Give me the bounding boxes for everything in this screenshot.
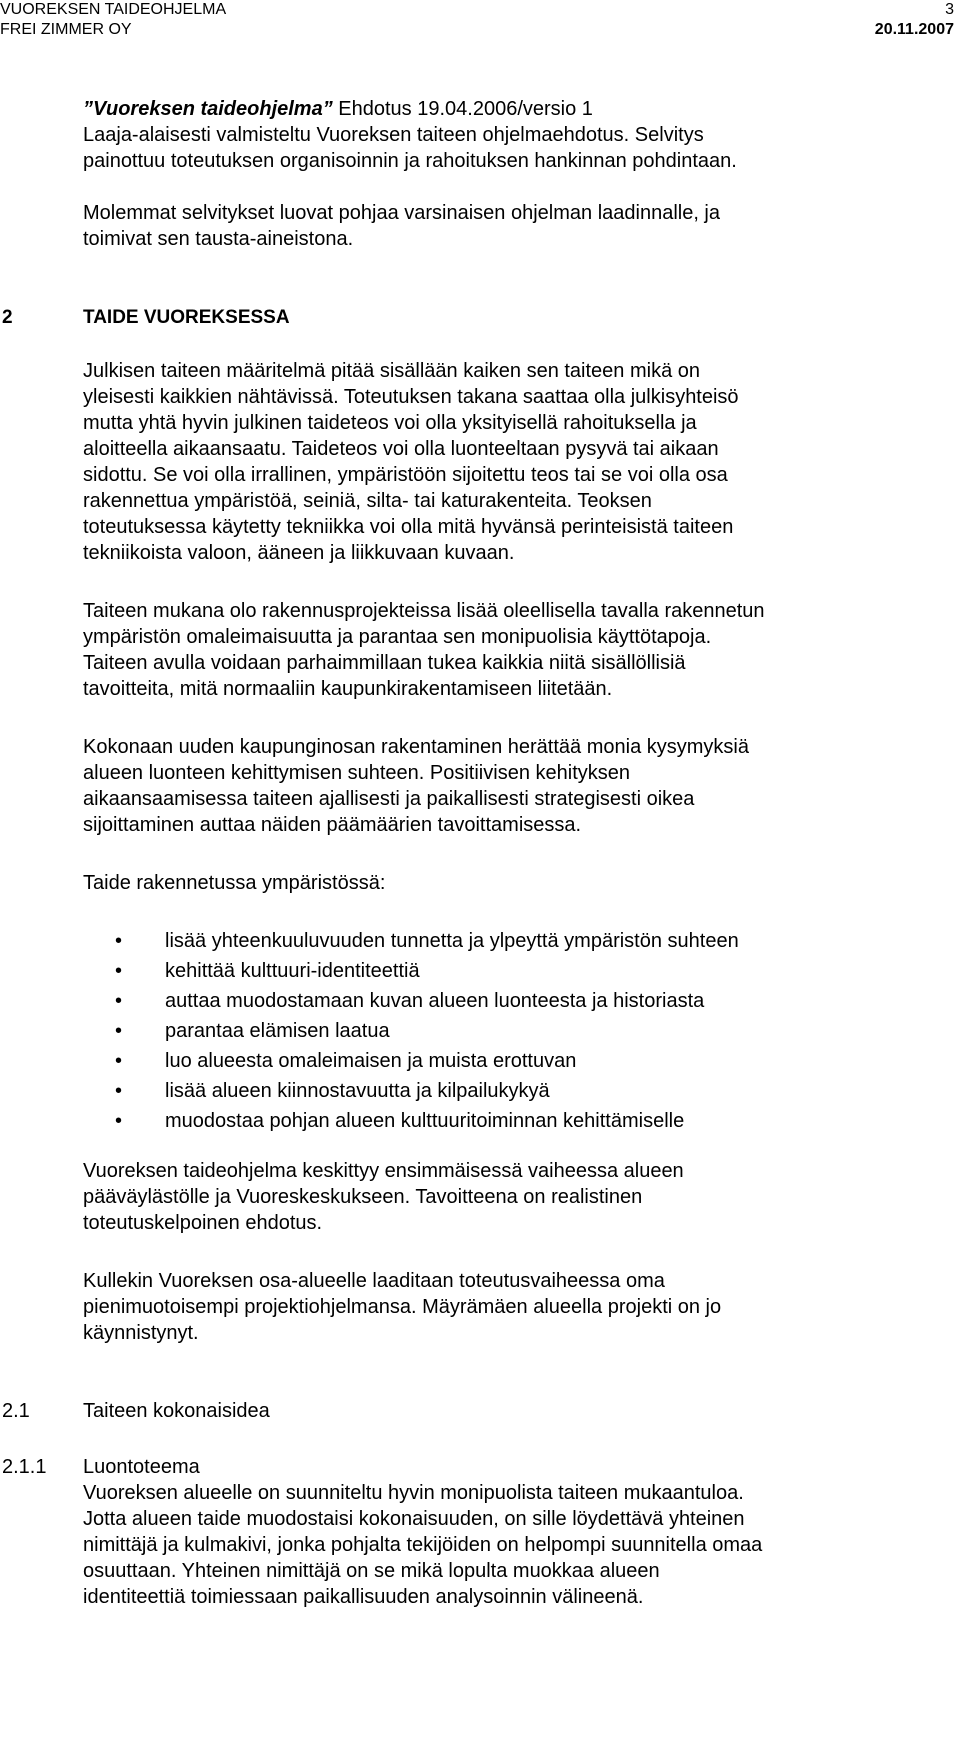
body-line: Kullekin Vuoreksen osa-alueelle laaditaan toteutusvaiheessa oma [83,1270,665,1292]
body-line: mutta yhtä hyvin julkinen taideteos voi olla yksityisellä rahoituksella ja [83,412,697,434]
body-line: toteutuskelpoinen ehdotus. [83,1212,323,1234]
bullet-dot: • [115,1080,123,1102]
body-line: identiteettiä toimiessaan paikallisuuden analysoinnin välineenä. [83,1586,644,1608]
body-line: Vuoreksen taideohjelma keskittyy ensimmäisessä vaiheessa alueen [83,1160,684,1182]
list-item: lisää yhteenkuuluvuuden tunnetta ja ylpeyttä ympäristön suhteen [165,930,739,952]
body-line: pienimuotoisempi projektiohjelmansa. Mäyrämäen alueella projekti on jo [83,1296,722,1318]
bullet-dot: • [115,1020,123,1042]
list-item: luo alueesta omaleimaisen ja muista erottuvan [165,1050,577,1072]
company-name: FREI ZIMMER OY [0,21,132,38]
body-line: aikaansaamisessa taiteen ajallisesti ja paikallisesti strategisesti oikea [83,788,695,810]
body-line: toteutuksessa käytetty tekniikka voi olla mitä hyvänsä perinteisistä taiteen [83,516,734,538]
header-date: 20.11.2007 [874,21,954,38]
intro-title [83,96,593,122]
subsection-heading: Taiteen kokonaisidea [83,1400,270,1422]
list-intro: Taide rakennetussa ympäristössä: [83,872,386,894]
body-line: ympäristön omaleimaisuutta ja parantaa sen monipuolisia käyttötapoja. [83,626,712,648]
body-line: osuuttaan. Yhteinen nimittäjä on se mikä lopulta muokkaa alueen [83,1560,660,1582]
body-line: yleisesti kaikkien nähtävissä. Toteutuksen takana saattaa olla julkisyhteisö [83,386,739,408]
page-header [0,0,960,50]
body-line: Julkisen taiteen määritelmä pitää sisällään kaiken sen taiteen mikä on [83,360,701,382]
body-line: Taiteen mukana olo rakennusprojekteissa lisää oleellisella tavalla rakennetun [83,600,765,622]
body-line: Taiteen avulla voidaan parhaimmillaan tukea kaikkia niitä sisällöllisiä [83,652,686,674]
section-number: 2 [2,307,13,328]
page-number: 3 [945,1,954,18]
intro-title-rest: Ehdotus 19.04.2006/versio 1 [332,98,593,120]
body-line: Kokonaan uuden kaupunginosan rakentaminen herättää monia kysymyksiä [83,736,749,758]
intro-title-bold: ”Vuoreksen taideohjelma” [83,98,333,120]
body-line: tekniikoista valoon, ääneen ja liikkuvaan kuvaan. [83,542,515,564]
body-line: Vuoreksen alueelle on suunniteltu hyvin monipuolista taiteen mukaantuloa. [83,1482,744,1504]
list-item: parantaa elämisen laatua [165,1020,390,1042]
bullet-dot: • [115,930,123,952]
body-line: nimittäjä ja kulmakivi, jonka pohjalta tekijöiden on helpompi suunnitella omaa [83,1534,763,1556]
subsubsection-heading: Luontoteema [83,1456,200,1478]
subsubsection-number: 2.1.1 [2,1456,47,1478]
intro-paragraph-line: Molemmat selvitykset luovat pohjaa varsinaisen ohjelman laadinnalle, ja [83,202,721,224]
list-item: muodostaa pohjan alueen kulttuuritoiminnan kehittämiselle [165,1110,685,1132]
list-item: auttaa muodostamaan kuvan alueen luonteesta ja historiasta [165,990,705,1012]
intro-line: painottuu toteutuksen organisoinnin ja rahoituksen hankinnan pohdintaan. [83,150,737,172]
bullet-dot: • [115,990,123,1012]
section-heading: TAIDE VUOREKSESSA [83,307,290,328]
bullet-dot: • [115,960,123,982]
bullet-dot: • [115,1050,123,1072]
body-line: rakennettua ympäristöä, seiniä, silta- tai katurakenteita. Teoksen [83,490,652,512]
body-line: sijoittaminen auttaa näiden päämäärien tavoittamisessa. [83,814,582,836]
document-title: VUOREKSEN TAIDEOHJELMA [0,1,227,18]
bullet-dot: • [115,1110,123,1132]
subsection-number: 2.1 [2,1400,30,1422]
body-line: Jotta alueen taide muodostaisi kokonaisuuden, on sille löydettävä yhteinen [83,1508,745,1530]
list-item: lisää alueen kiinnostavuutta ja kilpailukykyä [165,1080,550,1102]
list-item: kehittää kulttuuri-identiteettiä [165,960,420,982]
body-line: alueen luonteen kehittymisen suhteen. Positiivisen kehityksen [83,762,630,784]
body-line: aloitteella aikaansaatu. Taideteos voi olla luonteeltaan pysyvä tai aikaan [83,438,719,460]
intro-paragraph-line: toimivat sen tausta-aineistona. [83,228,354,250]
body-line: käynnistynyt. [83,1322,199,1344]
intro-line: Laaja-alaisesti valmisteltu Vuoreksen taiteen ohjelmaehdotus. Selvitys [83,124,704,146]
body-line: sidottu. Se voi olla irrallinen, ympäristöön sijoitettu teos tai se voi olla osa [83,464,728,486]
body-line: pääväylästölle ja Vuoreskeskukseen. Tavoitteena on realistinen [83,1186,643,1208]
body-line: tavoitteita, mitä normaaliin kaupunkirakentamiseen liitetään. [83,678,613,700]
